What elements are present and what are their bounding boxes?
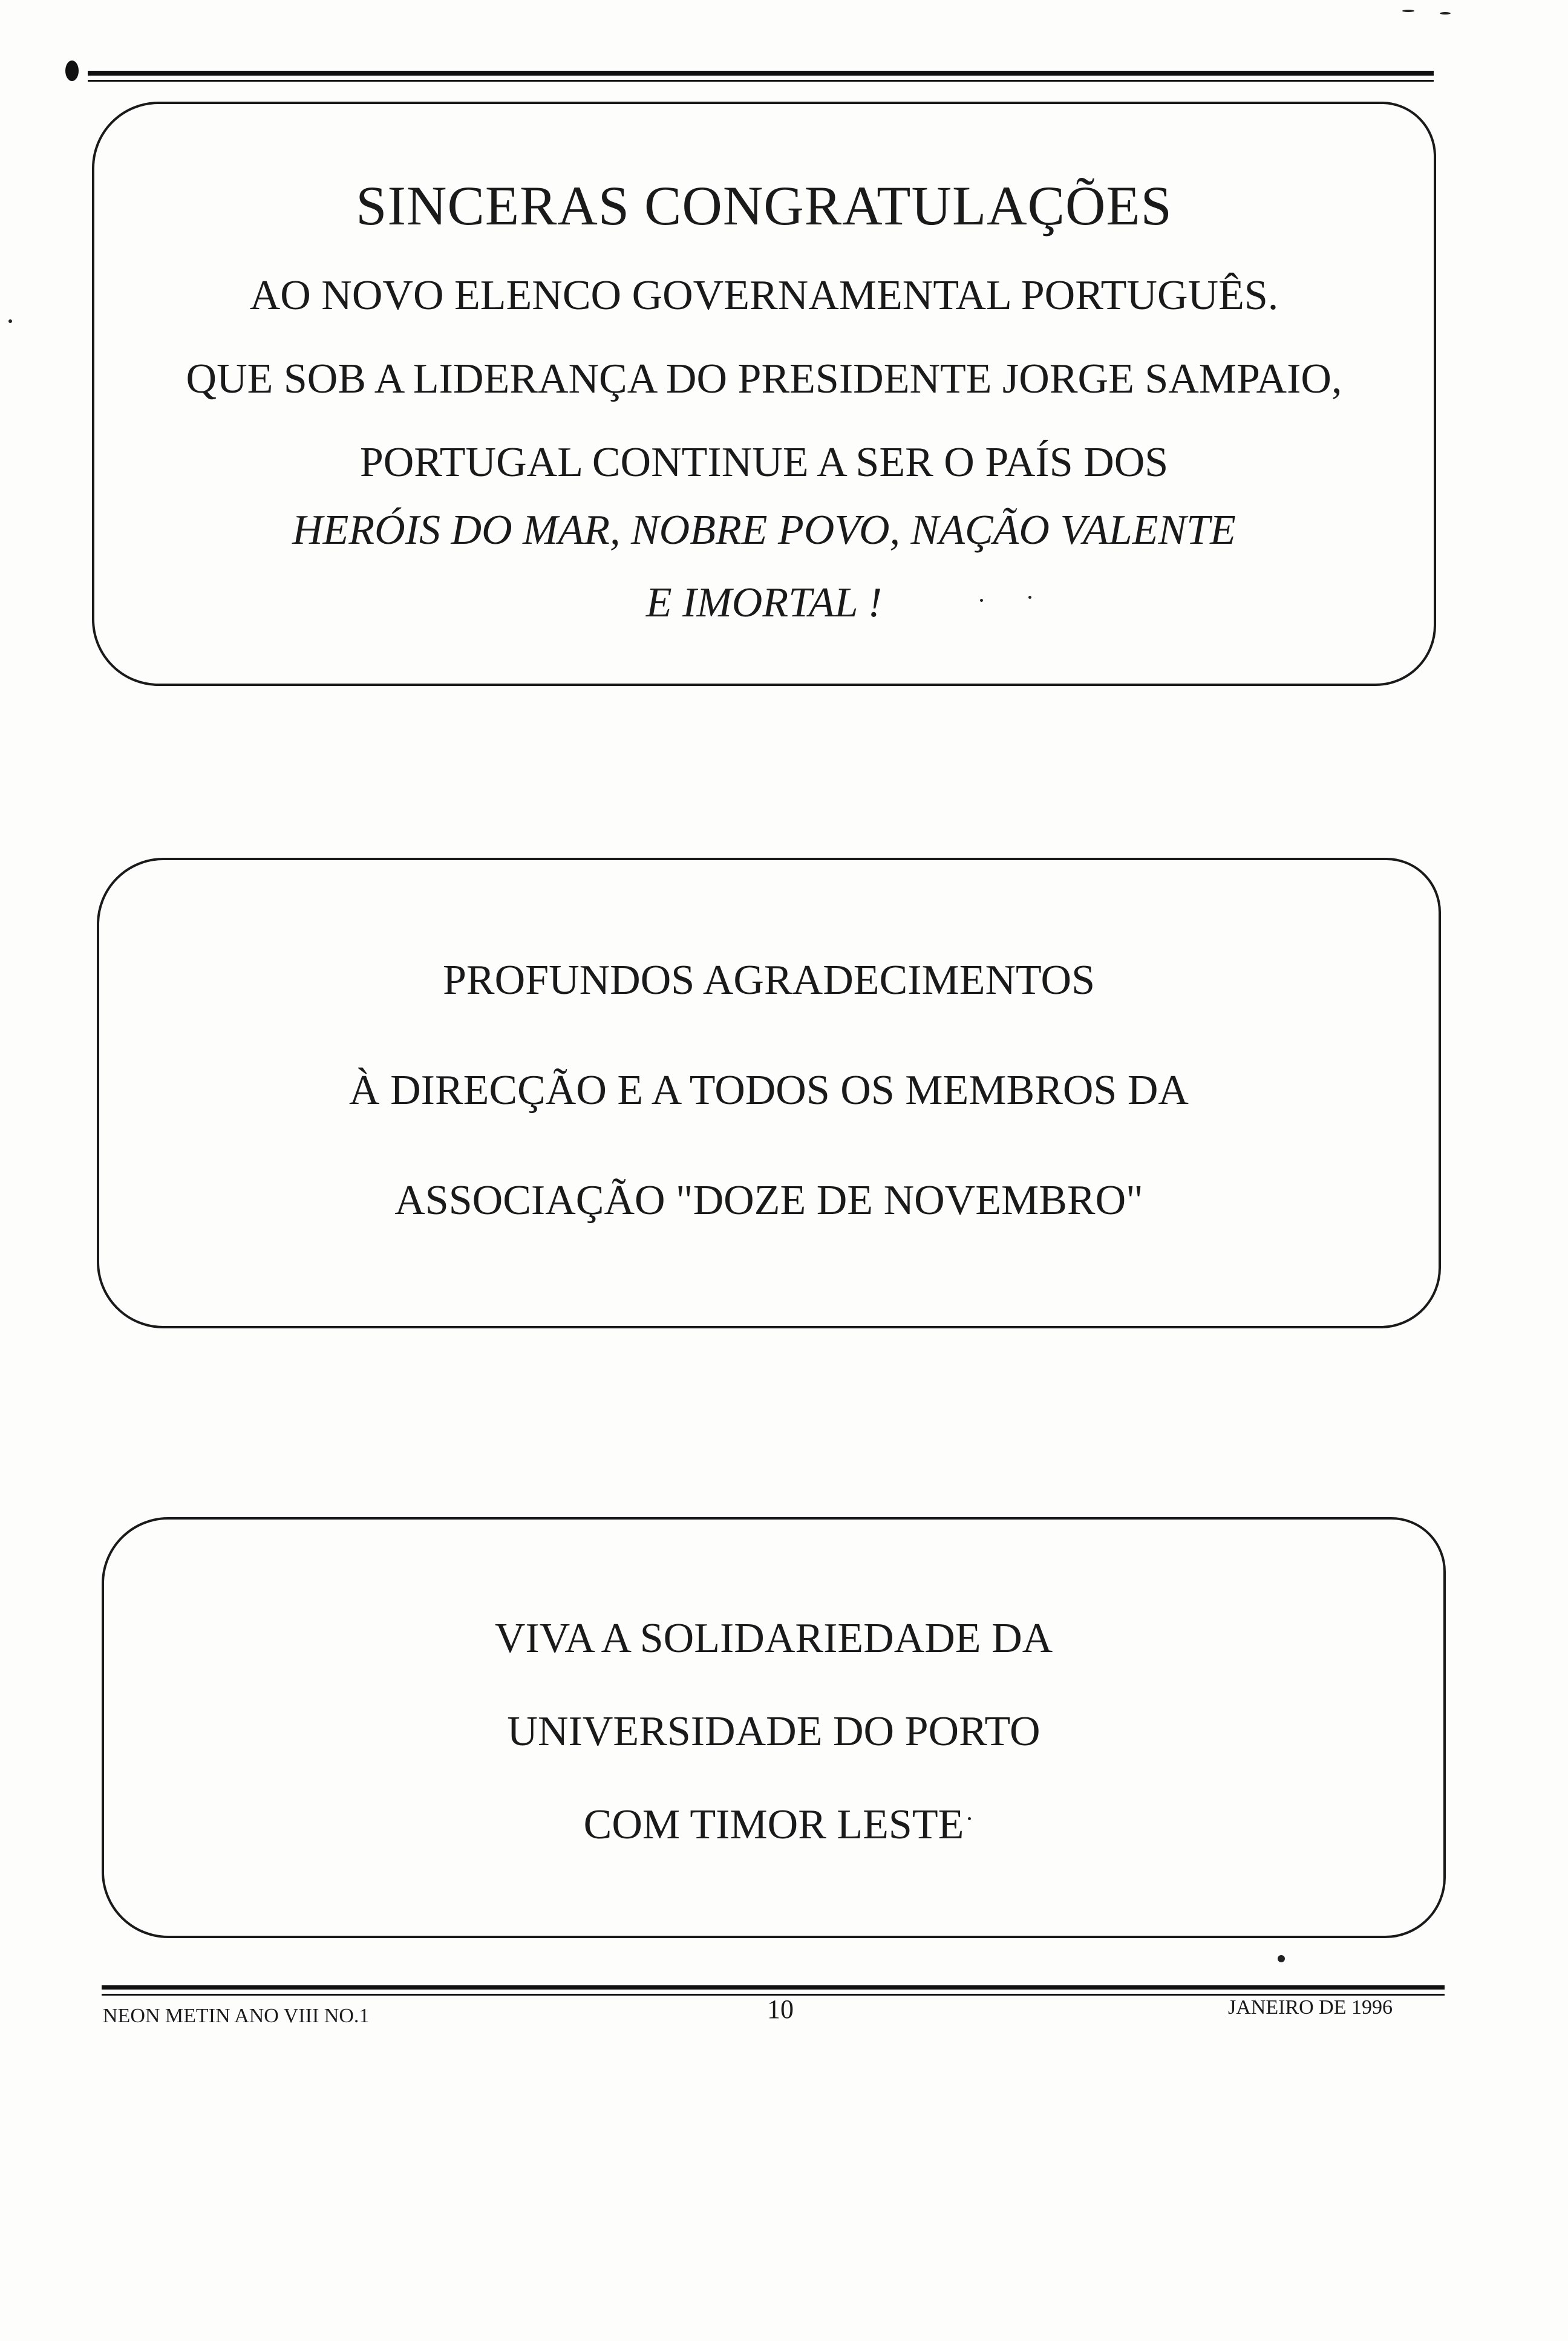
solidarity-line: UNIVERSIDADE DO PORTO <box>507 1708 1040 1755</box>
congratulations-title: SINCERAS CONGRATULAÇÕES <box>356 175 1172 237</box>
acknowledgements-box <box>97 858 1441 1328</box>
solidarity-line: VIVA A SOLIDARIEDADE DA <box>494 1615 1053 1662</box>
solidarity-box <box>102 1517 1446 1938</box>
scan-speck <box>8 319 12 323</box>
header-rule <box>88 71 1434 76</box>
anthem-quote-line: HERÓIS DO MAR, NOBRE POVO, NAÇÃO VALENTE <box>292 507 1236 553</box>
footer-date: JANEIRO DE 1996 <box>1228 1996 1393 2019</box>
anthem-quote-line: E IMORTAL ! <box>645 580 883 626</box>
header-rule-thin <box>88 80 1434 82</box>
scan-speck <box>1402 10 1414 12</box>
footer-publication: NEON METIN ANO VIII NO.1 <box>103 2005 370 2027</box>
scan-speck <box>1278 1955 1285 1962</box>
acknowledgements-line: ASSOCIAÇÃO "DOZE DE NOVEMBRO" <box>394 1177 1143 1224</box>
acknowledgements-title: PROFUNDOS AGRADECIMENTOS <box>442 957 1096 1004</box>
congratulations-line: PORTUGAL CONTINUE A SER O PAÍS DOS <box>359 439 1169 486</box>
footer-rule <box>102 1985 1445 1990</box>
scan-blot <box>65 60 79 81</box>
solidarity-line: COM TIMOR LESTE <box>583 1801 964 1848</box>
congratulations-box <box>92 102 1436 686</box>
congratulations-line: QUE SOB A LIDERANÇA DO PRESIDENTE JORGE SAMPAIO, <box>186 356 1342 402</box>
footer-page-number: 10 <box>767 1994 794 2024</box>
acknowledgements-line: À DIRECÇÃO E A TODOS OS MEMBROS DA <box>349 1067 1189 1114</box>
congratulations-line: AO NOVO ELENCO GOVERNAMENTAL PORTUGUÊS. <box>249 272 1279 319</box>
scan-speck <box>1440 12 1451 15</box>
